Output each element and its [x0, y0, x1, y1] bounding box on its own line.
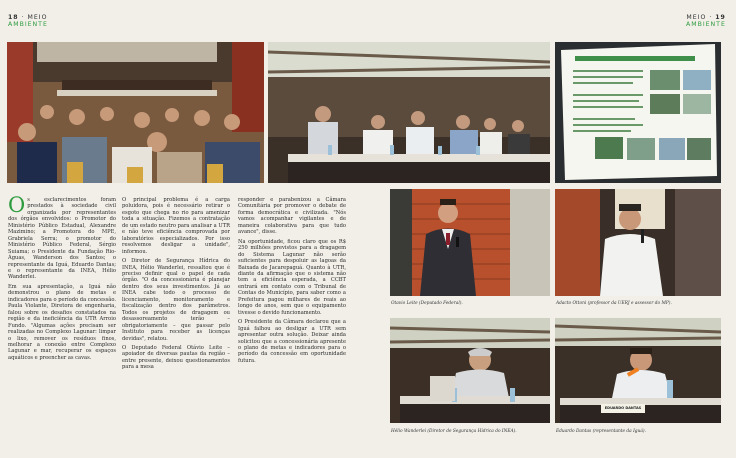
caption-eduardo-dantas: Eduardo Dantas (representante da Iguá). [556, 429, 646, 434]
right-header-divider: · [709, 14, 713, 21]
eduardo-dantas-nameplate [601, 404, 645, 413]
right-mag-line2: AMBIENTE [686, 21, 726, 28]
article-paragraph-7: Na oportunidade, ficou claro que os R$ 250 milhões previstos para a dragagem do Sistema Lagunar não serão suficientes para despoluir as lagoas da Baixada de Jacarepaguá. Quanto à UTR, diante da afirmação que o sistema não tem a eficiência esperada, a CCBT entrará em contato com o Tribunal de Contas do Município, para saber como a Prefeitura pagou milhares de reais ao longo de anos, sem que o equipamento tivesse o devido funcionamento. [238, 238, 346, 316]
article-paragraph-2: Em sua apresentação, a Iguá não demonstrou o plano de metas e indicadores para o período da concessão. Paula Violante, Diretora de engenharia, falou sobre os desafios constatados na região e da ineficiência da UTR Arroio Fundo. "Algumas ações precisam ser realizadas no Complexo Lagunar: limpar o lixo, remover os resíduos finos, melhorar a conexão entre Complexo Lagunar e mar, recuperar os espaços aquáticos e preencher as cavas. [8, 283, 116, 361]
adacto-ottoni-photo [555, 189, 721, 296]
helio-wanderlei-photo [390, 318, 550, 423]
left-mag-line2: AMBIENTE [8, 21, 48, 28]
article-column-2 [122, 197, 230, 374]
left-header-divider: · [21, 14, 25, 21]
article-paragraph-6: responder e parabenizou a Câmara Comunitária por promover o debate de forma democrática e civilizada. "Nós vamos acompanhar vigilantes e de maneira colaborativa para que tudo avance", disse. [238, 197, 346, 236]
right-page-header [686, 14, 726, 28]
article-paragraph-3: O principal problema é a carga poluidora, pois é necessário retirar o esgoto que chega no rio para amenizar toda a situação. Fizemos a contratação de um estado neutro para analisar a UTR e não teve eficiência comprovada por laboratórios especializados. Por isso resolvemos desligar a unidade", informou. [122, 197, 230, 255]
left-page-header [8, 14, 48, 28]
right-page-number: 19 [715, 14, 726, 21]
article-column-1 [8, 193, 116, 364]
article-paragraph-1: Os esclarecimentos foram prestados à sociedade civil organizada por representantes dos órgãos envolvidos: o Promotor do Ministério Público Estadual, Alexandre Mazimino; a Promotora do MPE, Grabriela Serra; o promotor do Ministério Público Federal, Sérgio Suiama; o Presidente da Fundação Rio-Águas, Wanderson dos Santos; o representante da Iguá, Eduardo Dantas; e o representante da INEA, Hélio Wanderlei. [8, 193, 116, 281]
caption-helio-wanderlei: Hélio Wanderlei (Diretor de Segurança Hídrica do INEA). [391, 429, 517, 434]
article-paragraph-8: O Presidente da Câmara declarou que a Iguá falhou ao desligar a UTR sem apresentar outra solução. Deixar ainda solicitou que a concessionária apresente o plano de metas e indicadores para o período da concessão em oportunidade futura. [238, 319, 346, 364]
article-paragraph-5: O Deputado Federal Otávio Leite – apoiador de diversas pautas da região – entre presente, deixou questionamentos para a mesa [122, 344, 230, 371]
panel-table-photo [268, 42, 550, 183]
drop-cap: O [8, 193, 26, 217]
right-mag-line1: MEIO [686, 14, 707, 21]
otavio-leite-photo [390, 189, 550, 296]
audience-photo [7, 42, 264, 183]
nameplate-text: EDUARDO DANTAS [604, 406, 642, 410]
caption-adacto-ottoni: Adacto Ottoni (professor da UERJ e assessor do MP). [556, 301, 672, 306]
left-mag-line1: MEIO [27, 14, 48, 21]
left-page-number: 18 [8, 14, 19, 21]
article-column-3 [238, 197, 346, 367]
caption-otavio-leite: Otavio Leite (Deputado Federal). [391, 301, 463, 306]
presentation-slide-photo [555, 42, 721, 183]
eduardo-dantas-photo [555, 318, 721, 423]
article-paragraph-4: O Diretor de Segurança Hídrica do INEA, Hélio Wanderlei, ressaltou que é preciso definir qual o papel de cada órgão. "O da concessionária é planejar dentro dos seus investimentos. Já ao INEA cabe todo o processo de licenciamento, monitoramento e fiscalização dentro dos parâmetros. Todos os projetos de dragagem ou desassoreamento terão – obrigatoriamente – que passar pelo Instituto para receber as licenças devidas", relatou. [122, 258, 230, 342]
